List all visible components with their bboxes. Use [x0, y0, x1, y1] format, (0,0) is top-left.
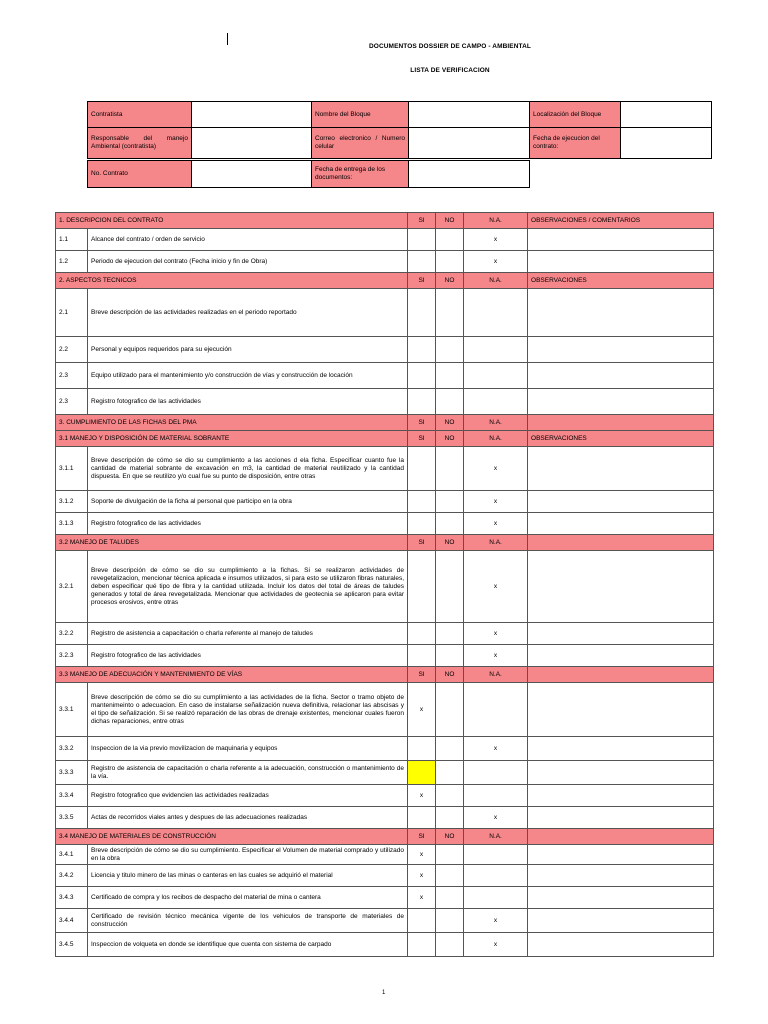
section-title: 1. DESCRIPCION DEL CONTRATO [56, 213, 408, 229]
cell-observaciones[interactable] [528, 289, 714, 337]
col-na-header: N.A. [464, 535, 528, 551]
cell-na[interactable]: x [464, 551, 528, 623]
label-fecha-entrega: Fecha de entrega de los documentos: [311, 160, 409, 188]
cell-si[interactable] [408, 491, 436, 513]
col-si-header: SI [408, 829, 436, 845]
label-fecha-ejecucion: Fecha de ejecucion del contrato: [529, 127, 621, 159]
item-description: Certificado de revisión técnico mecánica vigente de los vehiculos de transporte de materiales de construcción [88, 909, 408, 933]
cell-si[interactable]: x [408, 865, 436, 887]
cell-na[interactable] [464, 289, 528, 337]
cell-na[interactable]: x [464, 933, 528, 957]
item-description: Soporte de divulgación de la ficha al personal que participo en la obra [88, 491, 408, 513]
item-description: Equipo utilizado para el mantenimiento y/o construcción de vías y construcción de locación [88, 363, 408, 389]
table-row [56, 229, 714, 251]
field-fecha-entrega[interactable] [408, 160, 530, 188]
table-row [56, 513, 714, 535]
cell-na[interactable]: x [464, 909, 528, 933]
col-no-header: NO [436, 667, 464, 683]
item-number: 2.3 [56, 389, 88, 415]
cell-na[interactable] [464, 887, 528, 909]
cell-observaciones[interactable] [528, 683, 714, 737]
checklist-table [55, 212, 714, 957]
item-description: Registro fotografico que evidencien las actividades realizadas [88, 785, 408, 807]
col-observaciones-header [528, 829, 714, 845]
cell-no[interactable] [436, 807, 464, 829]
item-number: 3.4.1 [56, 845, 88, 865]
cell-si[interactable] [408, 337, 436, 363]
item-number: 3.2.3 [56, 645, 88, 667]
cell-observaciones[interactable] [528, 933, 714, 957]
document-title: DOCUMENTOS DOSSIER DE CAMPO - AMBIENTAL [369, 43, 531, 50]
item-description: Personal y equipos requeridos para su ejecución [88, 337, 408, 363]
item-description: Certificado de compra y los recibos de despacho del material de mina o cantera [88, 887, 408, 909]
cell-si[interactable] [408, 737, 436, 761]
section-header-row [56, 667, 714, 683]
cell-na[interactable]: x [464, 251, 528, 273]
cell-observaciones[interactable] [528, 251, 714, 273]
item-number: 3.1.2 [56, 491, 88, 513]
item-description: Breve descripción de cómo se dio su cumplimiento a la fichas. Si se realizaron actividades de revegetalizacion, mencionar técnica aplicada e insumos utilizados, si para esto se utilizaron fibras naturales, deben especificar qué tipo de fibra y la cantidad utilizada. Incluir los datos del total de áreas de taludes generados y total de área revegetalizada. Mencionar que actividades de geotecnia se aplicaron para evitar procesos erosivos, entre otras [88, 551, 408, 623]
col-no-header: NO [436, 535, 464, 551]
cell-na[interactable] [464, 337, 528, 363]
cell-no[interactable] [436, 865, 464, 887]
col-observaciones-header [528, 415, 714, 431]
section-title: 3. CUMPLIMIENTO DE LAS FICHAS DEL PMA [56, 415, 408, 431]
table-row [56, 447, 714, 491]
field-no-contrato[interactable] [191, 160, 312, 188]
cell-si[interactable] [408, 645, 436, 667]
col-si-header: SI [408, 667, 436, 683]
item-description: Registro fotografico de las actividades [88, 389, 408, 415]
item-number: 3.2.1 [56, 551, 88, 623]
table-row [56, 933, 714, 957]
cell-observaciones[interactable] [528, 491, 714, 513]
cell-si[interactable] [408, 513, 436, 535]
cell-na[interactable] [464, 363, 528, 389]
field-contratista[interactable] [191, 101, 312, 128]
cell-si[interactable] [408, 363, 436, 389]
col-observaciones-header: OBSERVACIONES / COMENTARIOS [528, 213, 714, 229]
col-na-header: N.A. [464, 415, 528, 431]
cell-si[interactable] [408, 229, 436, 251]
section-header-row [56, 829, 714, 845]
cell-si[interactable] [408, 933, 436, 957]
cell-na[interactable]: x [464, 623, 528, 645]
cell-observaciones[interactable] [528, 389, 714, 415]
item-description: Registro de asistencia a capacitación o charla referente al manejo de taludes [88, 623, 408, 645]
table-row [56, 337, 714, 363]
table-row [56, 845, 714, 865]
cell-no[interactable] [436, 785, 464, 807]
cell-no[interactable] [436, 289, 464, 337]
item-number: 1.2 [56, 251, 88, 273]
document-subtitle: LISTA DE VERIFICACION [410, 67, 490, 74]
item-description: Actas de recorridos viales antes y despues de las adecuaciones realizadas [88, 807, 408, 829]
table-row [56, 251, 714, 273]
item-number: 3.4.5 [56, 933, 88, 957]
cell-no[interactable] [436, 683, 464, 737]
col-na-header: N.A. [464, 829, 528, 845]
cell-si[interactable] [408, 389, 436, 415]
table-row [56, 683, 714, 737]
cell-no[interactable] [436, 363, 464, 389]
table-row [56, 785, 714, 807]
col-no-header: NO [436, 213, 464, 229]
section-title: 3.3 MANEJO DE ADECUACIÓN Y MANTENIMIENTO DE VÍAS [56, 667, 408, 683]
col-si-header: SI [408, 415, 436, 431]
section-title: 3.4 MANEJO DE MATERIALES DE CONSTRUCCIÓN [56, 829, 408, 845]
table-row [56, 551, 714, 623]
item-description: Registro fotografico de las actividades [88, 513, 408, 535]
cell-no[interactable] [436, 551, 464, 623]
cell-no[interactable] [436, 645, 464, 667]
cell-observaciones[interactable] [528, 513, 714, 535]
cell-observaciones[interactable] [528, 623, 714, 645]
cell-observaciones[interactable] [528, 737, 714, 761]
col-no-header: NO [436, 415, 464, 431]
table-row [56, 363, 714, 389]
item-description: Breve descripción de cómo se dio su cumplimiento a las actividades de la ficha. Sector o tramo objeto de mantenimeinto o adecuacion. En caso de instalarse señalización nueva definitiva, relacionar las abscisas y el tipo de señalización. Si se realizó reparación de las obras de drenaje existentes, mencionar cuales fueron dichas reparaciones, entre otras [88, 683, 408, 737]
section-header-row [56, 415, 714, 431]
col-si-header: SI [408, 535, 436, 551]
col-si-header: SI [408, 213, 436, 229]
cell-si[interactable]: x [408, 785, 436, 807]
cell-observaciones[interactable] [528, 807, 714, 829]
label-localizacion: Localización del Bloque [529, 101, 621, 128]
section-title: 3.1 MANEJO Y DISPOSICIÓN DE MATERIAL SOBRANTE [56, 431, 408, 447]
table-row [56, 887, 714, 909]
field-fecha-ejecucion[interactable] [620, 127, 712, 159]
cell-na[interactable] [464, 683, 528, 737]
cell-observaciones[interactable] [528, 363, 714, 389]
cell-no[interactable] [436, 623, 464, 645]
item-number: 3.4.4 [56, 909, 88, 933]
field-nombre-bloque[interactable] [408, 101, 530, 128]
cell-si[interactable] [408, 447, 436, 491]
item-number: 3.4.2 [56, 865, 88, 887]
cell-observaciones[interactable] [528, 909, 714, 933]
item-number: 2.1 [56, 289, 88, 337]
field-responsable[interactable] [191, 127, 312, 159]
cell-na[interactable]: x [464, 491, 528, 513]
item-number: 3.1.1 [56, 447, 88, 491]
cell-na[interactable] [464, 845, 528, 865]
col-si-header: SI [408, 431, 436, 447]
cell-no[interactable] [436, 389, 464, 415]
cell-observaciones[interactable] [528, 761, 714, 785]
cell-si[interactable] [408, 623, 436, 645]
cell-no[interactable] [436, 933, 464, 957]
item-number: 3.4.3 [56, 887, 88, 909]
label-correo: Correo electronico / Numero celular [311, 127, 409, 159]
item-description: Alcance del contrato / orden de servicio [88, 229, 408, 251]
label-nombre-bloque: Nombre del Bloque [311, 101, 409, 128]
col-si-header: SI [408, 273, 436, 289]
cell-si[interactable]: x [408, 683, 436, 737]
item-number: 3.2.2 [56, 623, 88, 645]
page-number: 1 [382, 990, 386, 996]
cell-si[interactable] [408, 761, 436, 785]
col-observaciones-header: OBSERVACIONES [528, 273, 714, 289]
cell-no[interactable] [436, 491, 464, 513]
label-no-contrato: No. Contrato [87, 160, 192, 188]
cell-na[interactable] [464, 389, 528, 415]
table-row [56, 761, 714, 785]
col-na-header: N.A. [464, 667, 528, 683]
item-number: 2.3 [56, 363, 88, 389]
label-responsable: Responsable del manejo Ambiental (contratista) [87, 127, 192, 159]
cell-observaciones[interactable] [528, 645, 714, 667]
cell-observaciones[interactable] [528, 845, 714, 865]
label-contratista: Contratista [87, 101, 192, 128]
table-row [56, 865, 714, 887]
field-localizacion[interactable] [620, 101, 712, 128]
cell-na[interactable]: x [464, 645, 528, 667]
cell-si[interactable] [408, 909, 436, 933]
cell-no[interactable] [436, 845, 464, 865]
table-row [56, 807, 714, 829]
item-description: Inspeccion de la via previo movilizacion de maquinaria y equipos [88, 737, 408, 761]
cell-na[interactable] [464, 865, 528, 887]
item-number: 1.1 [56, 229, 88, 251]
cell-na[interactable] [464, 761, 528, 785]
item-number: 3.3.2 [56, 737, 88, 761]
col-no-header: NO [436, 431, 464, 447]
cell-na[interactable]: x [464, 513, 528, 535]
item-description: Breve descripción de cómo se dio su cumplimiento a las acciones d ela ficha. Especificar cuanto fue la cantidad de material sobrante de excavación en m3, la cantidad de material reutilizado y la cantidad dispuesta. En que se reutilizo y/o cual fue su punto de disposición, entre otras [88, 447, 408, 491]
cell-no[interactable] [436, 251, 464, 273]
cell-observaciones[interactable] [528, 887, 714, 909]
cell-no[interactable] [436, 887, 464, 909]
cell-no[interactable] [436, 737, 464, 761]
col-na-header: N.A. [464, 431, 528, 447]
cell-na[interactable]: x [464, 229, 528, 251]
item-number: 3.3.1 [56, 683, 88, 737]
cell-si[interactable]: x [408, 887, 436, 909]
cell-no[interactable] [436, 761, 464, 785]
cell-si[interactable] [408, 251, 436, 273]
cell-observaciones[interactable] [528, 229, 714, 251]
item-number: 2.2 [56, 337, 88, 363]
table-row [56, 491, 714, 513]
item-description: Breve descripción de las actividades realizadas en el periodo reportado [88, 289, 408, 337]
cell-observaciones[interactable] [528, 337, 714, 363]
cell-observaciones[interactable] [528, 551, 714, 623]
section-header-row [56, 213, 714, 229]
section-header-row [56, 431, 714, 447]
cell-no[interactable] [436, 337, 464, 363]
item-description: Registro fotografico de las actividades [88, 645, 408, 667]
cell-si[interactable] [408, 551, 436, 623]
item-description: Registro de asistencia de capacitación o charla referente a la adecuación, construcción o mantenimiento de la vía. [88, 761, 408, 785]
cell-si[interactable] [408, 807, 436, 829]
cell-na[interactable]: x [464, 737, 528, 761]
col-na-header: N.A. [464, 273, 528, 289]
item-number: 3.3.4 [56, 785, 88, 807]
item-description: Breve descripción de cómo se dio su cumplimiento. Especificar el Volumen de material comprado y utilizado en la obra [88, 845, 408, 865]
cell-observaciones[interactable] [528, 447, 714, 491]
cell-no[interactable] [436, 447, 464, 491]
cell-observaciones[interactable] [528, 865, 714, 887]
cell-si[interactable] [408, 289, 436, 337]
col-na-header: N.A. [464, 213, 528, 229]
section-title: 3.2 MANEJO DE TALUDES [56, 535, 408, 551]
item-description: Inspeccion de volqueta en donde se identifique que cuenta con sistema de carpado [88, 933, 408, 957]
cell-na[interactable]: x [464, 447, 528, 491]
table-row [56, 289, 714, 337]
col-observaciones-header [528, 535, 714, 551]
section-header-row [56, 535, 714, 551]
cell-na[interactable]: x [464, 807, 528, 829]
section-title: 2. ASPECTOS TECNICOS [56, 273, 408, 289]
cell-no[interactable] [436, 229, 464, 251]
cell-observaciones[interactable] [528, 785, 714, 807]
table-row [56, 389, 714, 415]
col-observaciones-header [528, 667, 714, 683]
section-header-row [56, 273, 714, 289]
cell-si[interactable]: x [408, 845, 436, 865]
col-no-header: NO [436, 273, 464, 289]
col-observaciones-header: OBSERVACIONES [528, 431, 714, 447]
item-description: Periodo de ejecucion del contrato (Fecha inicio y fin de Obra) [88, 251, 408, 273]
table-row [56, 623, 714, 645]
cell-no[interactable] [436, 513, 464, 535]
item-number: 3.3.5 [56, 807, 88, 829]
cell-no[interactable] [436, 909, 464, 933]
field-correo[interactable] [408, 127, 530, 159]
item-number: 3.3.3 [56, 761, 88, 785]
cell-na[interactable] [464, 785, 528, 807]
table-row [56, 737, 714, 761]
table-row [56, 909, 714, 933]
table-row [56, 645, 714, 667]
item-number: 3.1.3 [56, 513, 88, 535]
item-description: Licencia y titulo minero de las minas o canteras en las cuales se adquirió el material [88, 865, 408, 887]
col-no-header: NO [436, 829, 464, 845]
